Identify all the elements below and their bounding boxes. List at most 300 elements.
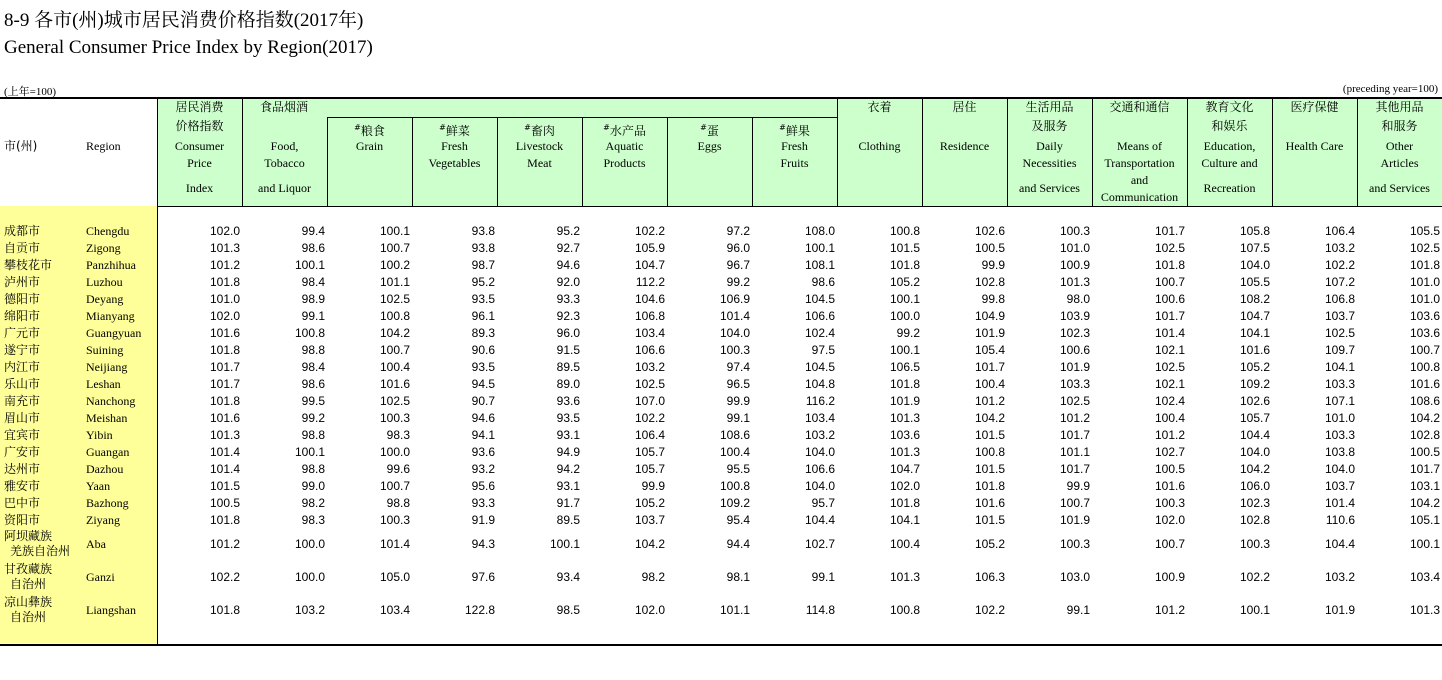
- row-value-cell: 102.0: [209, 224, 240, 238]
- row-value-cell: 106.3: [974, 570, 1005, 584]
- row-value-cell: 107.1: [1324, 394, 1355, 408]
- row-value-cell: 106.6: [804, 462, 835, 476]
- table-row: [0, 376, 1442, 393]
- row-value-cell: 101.4: [1154, 326, 1185, 340]
- row-city-name-line: 乐山市: [4, 377, 41, 391]
- row-value-cell: 103.7: [1324, 479, 1355, 493]
- row-value-cell: 101.7: [1154, 224, 1185, 238]
- row-value-cell: 91.9: [471, 513, 495, 527]
- row-value-cell: 104.1: [1324, 360, 1355, 374]
- row-city-name-line: 德阳市: [4, 292, 41, 306]
- row-value-cell: 101.2: [209, 537, 240, 551]
- row-value-cell: 100.9: [1059, 258, 1090, 272]
- row-value-cell: 104.1: [889, 513, 920, 527]
- row-value-cell: 90.7: [471, 394, 495, 408]
- row-value-cell: 94.6: [556, 258, 580, 272]
- row-value-cell: 105.2: [1239, 360, 1270, 374]
- row-value-cell: 103.2: [634, 360, 665, 374]
- row-region-name: Ganzi: [86, 570, 115, 584]
- row-value-cell: 104.9: [974, 309, 1005, 323]
- row-value-cell: 100.4: [974, 377, 1005, 391]
- row-value-cell: 93.2: [471, 462, 495, 476]
- row-value-cell: 102.4: [804, 326, 835, 340]
- row-value-cell: 105.2: [634, 496, 665, 510]
- row-value-cell: 101.8: [209, 343, 240, 357]
- row-city-name: [4, 258, 52, 273]
- row-value-cell: 99.8: [981, 292, 1005, 306]
- row-city-name-line: 雅安市: [4, 479, 41, 493]
- row-value-cell: 106.9: [719, 292, 750, 306]
- row-region-name: Ziyang: [86, 513, 120, 527]
- row-city-name: [4, 462, 40, 477]
- row-value-cell: 100.0: [294, 537, 325, 551]
- row-value-cell: 101.8: [889, 377, 920, 391]
- row-value-cell: 100.8: [379, 309, 410, 323]
- row-value-cell: 104.2: [1239, 462, 1270, 476]
- row-region-name: Bazhong: [86, 496, 129, 510]
- base-note-chinese: (上年=100): [4, 86, 57, 98]
- row-value-cell: 100.8: [974, 445, 1005, 459]
- header-city: 市(州): [4, 139, 38, 153]
- row-city-name: [4, 513, 40, 528]
- row-value-cell: 97.5: [811, 343, 835, 357]
- row-value-cell: 93.6: [471, 445, 495, 459]
- row-value-cell: 101.4: [209, 462, 240, 476]
- row-value-cell: 101.3: [1059, 275, 1090, 289]
- row-value-cell: 104.4: [1324, 537, 1355, 551]
- row-city-name-line: 巴中市: [4, 496, 41, 510]
- row-value-cell: 100.0: [294, 570, 325, 584]
- row-value-cell: 104.0: [1324, 462, 1355, 476]
- row-value-cell: 100.5: [1154, 462, 1185, 476]
- row-value-cell: 108.1: [804, 258, 835, 272]
- row-value-cell: 102.5: [379, 394, 410, 408]
- row-value-cell: 103.7: [634, 513, 665, 527]
- row-value-cell: 100.0: [379, 445, 410, 459]
- row-value-cell: 104.2: [1409, 496, 1440, 510]
- row-value-cell: 106.4: [634, 428, 665, 442]
- row-value-cell: 99.9: [981, 258, 1005, 272]
- row-value-cell: 98.0: [1066, 292, 1090, 306]
- row-value-cell: 102.5: [379, 292, 410, 306]
- row-value-cell: 101.3: [889, 411, 920, 425]
- table-row: [0, 595, 1442, 628]
- row-value-cell: 99.9: [726, 394, 750, 408]
- row-value-cell: 101.3: [889, 445, 920, 459]
- row-value-cell: 100.4: [1154, 411, 1185, 425]
- row-city-name-line: 眉山市: [4, 411, 41, 425]
- row-value-cell: 101.8: [1154, 258, 1185, 272]
- row-value-cell: 98.6: [301, 241, 325, 255]
- row-value-cell: 101.5: [974, 428, 1005, 442]
- row-value-cell: 100.3: [1239, 537, 1270, 551]
- row-value-cell: 101.7: [209, 377, 240, 391]
- row-value-cell: 100.2: [379, 258, 410, 272]
- row-value-cell: 100.3: [1059, 537, 1090, 551]
- row-value-cell: 98.7: [471, 258, 495, 272]
- table-row: [0, 444, 1442, 461]
- row-value-cell: 105.8: [1239, 224, 1270, 238]
- row-value-cell: 104.0: [804, 445, 835, 459]
- row-value-cell: 98.2: [641, 570, 665, 584]
- row-value-cell: 101.7: [1154, 309, 1185, 323]
- row-value-cell: 102.2: [634, 411, 665, 425]
- row-value-cell: 104.2: [1409, 411, 1440, 425]
- row-value-cell: 101.2: [1154, 603, 1185, 617]
- row-value-cell: 101.9: [1059, 360, 1090, 374]
- row-value-cell: 101.1: [379, 275, 410, 289]
- row-value-cell: 104.4: [1239, 428, 1270, 442]
- row-value-cell: 94.1: [471, 428, 495, 442]
- row-value-cell: 102.1: [1154, 343, 1185, 357]
- row-value-cell: 98.5: [556, 603, 580, 617]
- row-region-name: Mianyang: [86, 309, 135, 323]
- row-value-cell: 103.4: [634, 326, 665, 340]
- row-value-cell: 101.0: [1409, 292, 1440, 306]
- row-value-cell: 100.4: [379, 360, 410, 374]
- row-value-cell: 99.4: [301, 224, 325, 238]
- row-value-cell: 105.1: [1409, 513, 1440, 527]
- row-value-cell: 94.2: [556, 462, 580, 476]
- table-row: [0, 342, 1442, 359]
- row-value-cell: 100.4: [889, 537, 920, 551]
- row-value-cell: 106.6: [634, 343, 665, 357]
- row-value-cell: 99.9: [641, 479, 665, 493]
- row-value-cell: 97.6: [471, 570, 495, 584]
- row-city-name-line: 泸州市: [4, 275, 41, 289]
- row-value-cell: 103.4: [804, 411, 835, 425]
- table-row: [0, 359, 1442, 376]
- row-value-cell: 107.0: [634, 394, 665, 408]
- row-city-name: [4, 360, 40, 375]
- row-value-cell: 101.3: [209, 241, 240, 255]
- row-value-cell: 104.0: [1239, 445, 1270, 459]
- row-value-cell: 105.2: [974, 537, 1005, 551]
- row-city-name: [4, 343, 40, 358]
- row-city-name: [4, 241, 40, 256]
- row-city-name: [4, 309, 40, 324]
- table-row: [0, 257, 1442, 274]
- row-value-cell: 122.8: [464, 603, 495, 617]
- row-city-name: [4, 428, 40, 443]
- header-bottom-rule: [157, 206, 1442, 207]
- row-value-cell: 100.8: [294, 326, 325, 340]
- table-row: [0, 478, 1442, 495]
- row-value-cell: 101.8: [889, 258, 920, 272]
- row-value-cell: 102.3: [1239, 496, 1270, 510]
- row-value-cell: 94.9: [556, 445, 580, 459]
- row-value-cell: 100.0: [889, 309, 920, 323]
- row-value-cell: 97.2: [726, 224, 750, 238]
- row-value-cell: 102.4: [1154, 394, 1185, 408]
- row-value-cell: 104.8: [804, 377, 835, 391]
- row-value-cell: 114.8: [805, 603, 835, 617]
- row-value-cell: 103.7: [1324, 309, 1355, 323]
- row-value-cell: 98.3: [301, 513, 325, 527]
- row-region-name: Yibin: [86, 428, 113, 442]
- row-value-cell: 103.8: [1324, 445, 1355, 459]
- row-city-name-line: 内江市: [4, 360, 41, 374]
- row-value-cell: 103.3: [1324, 377, 1355, 391]
- row-city-name-line: 自治州: [10, 610, 47, 624]
- row-value-cell: 101.5: [974, 462, 1005, 476]
- table-row: [0, 495, 1442, 512]
- row-value-cell: 102.0: [634, 603, 665, 617]
- row-value-cell: 95.2: [556, 224, 580, 238]
- row-value-cell: 101.7: [1409, 462, 1440, 476]
- row-value-cell: 100.3: [1154, 496, 1185, 510]
- row-value-cell: 101.3: [1409, 603, 1440, 617]
- row-city-name: [4, 292, 40, 307]
- row-value-cell: 103.3: [1059, 377, 1090, 391]
- row-value-cell: 100.3: [379, 411, 410, 425]
- row-value-cell: 99.1: [811, 570, 835, 584]
- row-value-cell: 95.2: [471, 275, 495, 289]
- row-value-cell: 89.3: [471, 326, 495, 340]
- row-value-cell: 99.2: [726, 275, 750, 289]
- row-value-cell: 99.1: [726, 411, 750, 425]
- table-row: [0, 512, 1442, 529]
- row-value-cell: 89.0: [556, 377, 580, 391]
- row-city-name-line: 广元市: [4, 326, 41, 340]
- row-value-cell: 89.5: [556, 360, 580, 374]
- row-value-cell: 101.8: [209, 275, 240, 289]
- row-value-cell: 100.3: [719, 343, 750, 357]
- table-row: [0, 529, 1442, 562]
- row-value-cell: 100.1: [549, 537, 580, 551]
- row-value-cell: 96.0: [556, 326, 580, 340]
- row-city-name-line: 达州市: [4, 462, 41, 476]
- row-value-cell: 101.0: [1059, 241, 1090, 255]
- row-value-cell: 109.2: [719, 496, 750, 510]
- row-value-cell: 101.7: [209, 360, 240, 374]
- row-value-cell: 92.7: [556, 241, 580, 255]
- row-value-cell: 101.4: [719, 309, 750, 323]
- row-value-cell: 101.0: [209, 292, 240, 306]
- row-region-name: Leshan: [86, 377, 121, 391]
- table-row: [0, 393, 1442, 410]
- row-value-cell: 101.6: [1409, 377, 1440, 391]
- row-value-cell: 101.7: [1059, 462, 1090, 476]
- row-value-cell: 98.3: [386, 428, 410, 442]
- row-region-name: Suining: [86, 343, 124, 357]
- row-value-cell: 101.1: [1059, 445, 1090, 459]
- row-value-cell: 105.7: [634, 462, 665, 476]
- row-value-cell: 102.5: [1059, 394, 1090, 408]
- row-value-cell: 96.1: [471, 309, 495, 323]
- row-value-cell: 90.6: [471, 343, 495, 357]
- row-city-name-line: 绵阳市: [4, 309, 41, 323]
- row-value-cell: 103.1: [1409, 479, 1440, 493]
- row-value-cell: 101.0: [1324, 411, 1355, 425]
- row-region-name: Panzhihua: [86, 258, 136, 272]
- row-city-name: [4, 275, 40, 290]
- row-value-cell: 108.0: [804, 224, 835, 238]
- row-value-cell: 93.4: [556, 570, 580, 584]
- row-city-name-line: 凉山彝族: [4, 595, 53, 609]
- table-row: [0, 410, 1442, 427]
- row-value-cell: 100.7: [1154, 275, 1185, 289]
- row-value-cell: 94.4: [726, 537, 750, 551]
- row-value-cell: 106.8: [634, 309, 665, 323]
- row-value-cell: 92.3: [556, 309, 580, 323]
- row-value-cell: 99.9: [1066, 479, 1090, 493]
- row-value-cell: 93.5: [471, 292, 495, 306]
- table-row: [0, 291, 1442, 308]
- row-value-cell: 93.5: [556, 411, 580, 425]
- row-value-cell: 99.2: [301, 411, 325, 425]
- row-value-cell: 101.1: [719, 603, 750, 617]
- row-city-name: [4, 394, 40, 409]
- row-value-cell: 101.4: [1324, 496, 1355, 510]
- row-value-cell: 104.7: [634, 258, 665, 272]
- row-value-cell: 104.0: [719, 326, 750, 340]
- row-value-cell: 99.1: [301, 309, 325, 323]
- row-city-name: [4, 496, 40, 511]
- row-value-cell: 101.8: [209, 603, 240, 617]
- row-value-cell: 100.8: [889, 603, 920, 617]
- row-value-cell: 101.9: [1324, 603, 1355, 617]
- row-value-cell: 95.7: [811, 496, 835, 510]
- row-value-cell: 93.1: [556, 428, 580, 442]
- row-value-cell: 105.7: [634, 445, 665, 459]
- row-value-cell: 101.2: [974, 394, 1005, 408]
- row-value-cell: 100.8: [719, 479, 750, 493]
- row-value-cell: 102.6: [974, 224, 1005, 238]
- row-value-cell: 101.0: [1409, 275, 1440, 289]
- row-value-cell: 104.1: [1239, 326, 1270, 340]
- row-value-cell: 101.8: [974, 479, 1005, 493]
- row-value-cell: 110.6: [1325, 513, 1355, 527]
- row-value-cell: 104.6: [634, 292, 665, 306]
- row-city-name-line: 成都市: [4, 224, 41, 238]
- row-value-cell: 104.0: [1239, 258, 1270, 272]
- row-value-cell: 100.7: [1409, 343, 1440, 357]
- row-city-name-line: 资阳市: [4, 513, 41, 527]
- row-city-name-line: 甘孜藏族: [4, 562, 53, 576]
- row-value-cell: 98.9: [301, 292, 325, 306]
- table-row: [0, 562, 1442, 595]
- row-value-cell: 102.5: [1154, 360, 1185, 374]
- row-value-cell: 99.1: [1066, 603, 1090, 617]
- row-value-cell: 101.6: [1154, 479, 1185, 493]
- row-value-cell: 100.5: [974, 241, 1005, 255]
- table-row: [0, 274, 1442, 291]
- row-value-cell: 101.4: [379, 537, 410, 551]
- row-value-cell: 91.7: [556, 496, 580, 510]
- table-row: [0, 325, 1442, 342]
- row-value-cell: 104.2: [379, 326, 410, 340]
- row-value-cell: 101.5: [889, 241, 920, 255]
- row-value-cell: 101.6: [974, 496, 1005, 510]
- row-value-cell: 101.2: [1154, 428, 1185, 442]
- table-row: [0, 427, 1442, 444]
- row-value-cell: 105.5: [1409, 224, 1440, 238]
- row-value-cell: 95.6: [471, 479, 495, 493]
- row-value-cell: 103.0: [1059, 570, 1090, 584]
- row-region-name: Liangshan: [86, 603, 136, 617]
- row-value-cell: 103.4: [379, 603, 410, 617]
- row-value-cell: 96.0: [726, 241, 750, 255]
- row-value-cell: 105.0: [379, 570, 410, 584]
- row-value-cell: 103.6: [889, 428, 920, 442]
- base-note-english: (preceding year=100): [1342, 83, 1438, 95]
- row-value-cell: 100.5: [1409, 445, 1440, 459]
- row-value-cell: 100.3: [379, 513, 410, 527]
- row-value-cell: 102.5: [1409, 241, 1440, 255]
- row-value-cell: 91.5: [556, 343, 580, 357]
- row-value-cell: 101.7: [974, 360, 1005, 374]
- table-bottom-rule: [0, 644, 1442, 646]
- table-row: [0, 461, 1442, 478]
- row-value-cell: 100.6: [1154, 292, 1185, 306]
- row-region-name: Meishan: [86, 411, 128, 425]
- row-value-cell: 104.5: [804, 360, 835, 374]
- row-region-name: Guangyuan: [86, 326, 142, 340]
- row-region-name: Yaan: [86, 479, 111, 493]
- row-value-cell: 101.3: [889, 570, 920, 584]
- row-value-cell: 100.1: [804, 241, 835, 255]
- row-value-cell: 93.8: [471, 224, 495, 238]
- row-value-cell: 104.5: [804, 292, 835, 306]
- row-value-cell: 98.8: [386, 496, 410, 510]
- row-value-cell: 95.4: [726, 513, 750, 527]
- row-value-cell: 107.2: [1324, 275, 1355, 289]
- row-value-cell: 104.0: [804, 479, 835, 493]
- row-city-name: [4, 326, 40, 341]
- row-value-cell: 103.6: [1409, 309, 1440, 323]
- row-value-cell: 101.2: [209, 258, 240, 272]
- row-city-name-line: 宜宾市: [4, 428, 41, 442]
- row-value-cell: 104.4: [804, 513, 835, 527]
- row-value-cell: 102.2: [209, 570, 240, 584]
- row-value-cell: 94.6: [471, 411, 495, 425]
- row-value-cell: 100.9: [1154, 570, 1185, 584]
- row-value-cell: 94.5: [471, 377, 495, 391]
- row-value-cell: 102.0: [889, 479, 920, 493]
- row-value-cell: 100.7: [1059, 496, 1090, 510]
- row-city-name-line: 广安市: [4, 445, 41, 459]
- row-city-name: [4, 377, 40, 392]
- row-value-cell: 102.2: [634, 224, 665, 238]
- row-region-name: Aba: [86, 537, 106, 551]
- row-value-cell: 101.5: [974, 513, 1005, 527]
- row-region-name: Chengdu: [86, 224, 130, 238]
- row-value-cell: 100.1: [294, 445, 325, 459]
- row-value-cell: 101.9: [889, 394, 920, 408]
- food-subheader-rule: [327, 117, 837, 118]
- row-value-cell: 96.5: [726, 377, 750, 391]
- row-value-cell: 100.7: [1154, 537, 1185, 551]
- row-value-cell: 101.7: [1059, 428, 1090, 442]
- row-value-cell: 96.7: [726, 258, 750, 272]
- row-city-name: [4, 562, 52, 592]
- row-value-cell: 99.5: [301, 394, 325, 408]
- row-value-cell: 102.0: [1154, 513, 1185, 527]
- row-value-cell: 93.6: [556, 394, 580, 408]
- row-value-cell: 98.1: [726, 570, 750, 584]
- row-value-cell: 100.1: [379, 224, 410, 238]
- row-value-cell: 106.4: [1324, 224, 1355, 238]
- row-city-name-line: 羌族自治州: [10, 544, 71, 558]
- row-value-cell: 104.2: [634, 537, 665, 551]
- table-row: [0, 308, 1442, 325]
- row-value-cell: 105.5: [1239, 275, 1270, 289]
- row-value-cell: 100.1: [1409, 537, 1440, 551]
- row-value-cell: 102.5: [634, 377, 665, 391]
- row-value-cell: 109.2: [1239, 377, 1270, 391]
- row-city-name-line: 自贡市: [4, 241, 41, 255]
